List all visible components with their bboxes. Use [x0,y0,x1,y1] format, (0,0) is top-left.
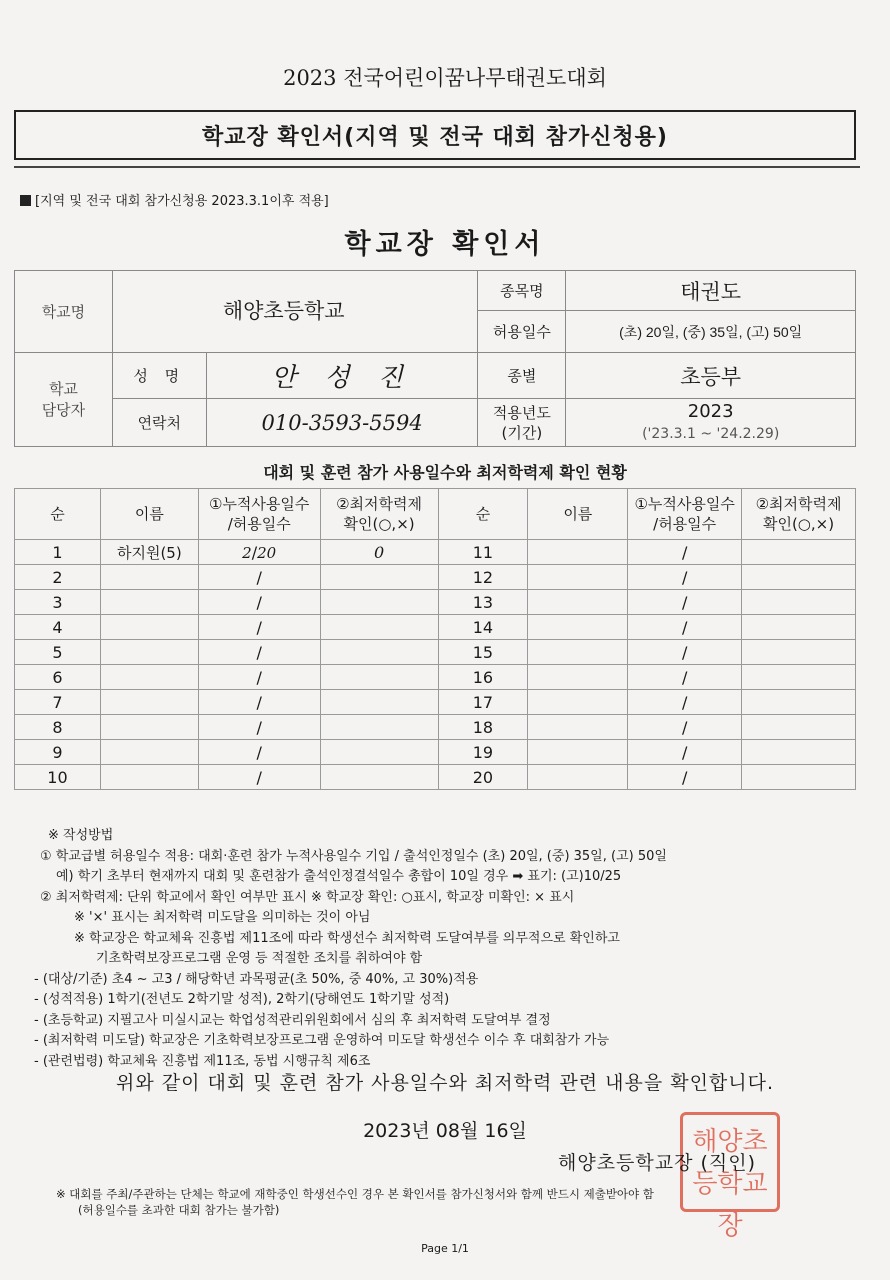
usage-days-cell-right[interactable] [628,665,742,690]
days-slash: / [681,617,688,637]
square-bullet-icon [20,195,31,206]
row-number-right: 12 [438,565,528,590]
row-number-right: 13 [438,590,528,615]
usage-days-cell[interactable] [198,565,320,590]
student-name[interactable] [100,690,198,715]
col-min-right-line2: 확인(○,×) [762,515,835,533]
min-academic-cell[interactable] [320,690,438,715]
min-academic-cell[interactable]: 0 [320,540,438,565]
detail-5: - (관련법령) 학교체육 진흥법 제11조, 동법 시행규칙 제6조 [34,1053,371,1069]
col-min-line1: ②최저학력제 [336,495,423,513]
note-1: ① 학교급별 허용일수 적용: 대회·훈련 참가 누적사용일수 기입 / 출석인정일수 (초) 20일, (중) 35일, (고) 50일 [40,848,667,864]
official-seal-stamp: 해양초등학교장 [680,1112,780,1212]
detail-4: - (최저학력 미도달) 학교장은 기초학력보장프로그램 운영하여 미도달 학생선수 이수 후 대회참가 가능 [34,1033,610,1048]
usage-days-cell[interactable] [198,540,320,565]
form-title: 학교장 확인서(지역 및 전국 대회 참가신청용) [202,124,668,150]
days-slash: / [681,567,688,587]
allowed-days-handwriting: 20 [257,543,277,562]
usage-days-cell[interactable] [198,590,320,615]
min-academic-cell-right[interactable] [742,715,856,740]
col-min [320,489,438,540]
days-slash: / [256,742,262,762]
col-days-right [628,489,742,540]
row-number: 10 [15,765,101,790]
applicability-text: [지역 및 전국 대회 참가신청용 2023.3.1이후 적용] [35,194,329,209]
usage-section-title: 대회 및 훈련 참가 사용일수와 최저학력제 확인 현황 [263,463,627,482]
division-value: 초등부 [566,353,856,399]
row-number-right: 14 [438,615,528,640]
row-number: 6 [15,665,101,690]
days-slash: / [681,592,688,612]
page-number: Page 1/1 [421,1242,469,1255]
table-row [15,765,856,790]
name-value [206,353,478,399]
student-name[interactable] [100,715,198,740]
row-number: 5 [15,640,101,665]
col-days-line2: /허용일수 [227,515,291,533]
sport-value: 태권도 [566,271,856,311]
table-row [15,590,856,615]
student-name[interactable] [100,665,198,690]
days-slash: / [681,742,688,762]
info-table [14,270,856,447]
table-row [15,540,856,565]
days-slash: / [251,542,258,562]
note-2b: ※ 학교장은 학교체육 진흥법 제11조에 따라 학생선수 최저학력 도달여부를 의무적으로 확인하고 [74,930,620,946]
detail-2: - (성적적용) 1학기(전년도 2학기말 성적), 2학기(당해연도 1학기말 성적) [34,992,450,1007]
event-title: 2023 전국어린이꿈나무태권도대회 [283,66,607,90]
contact-label [15,353,113,447]
col-min-right [742,489,856,540]
days-slash: / [256,642,262,662]
min-academic-cell[interactable] [320,665,438,690]
applicability-note [20,190,329,209]
days-slash: / [256,567,262,587]
footnote [56,1186,856,1218]
confirmation-statement: 위와 같이 대회 및 훈련 참가 사용일수와 최저학력 관련 내용을 확인합니다. [115,1072,775,1094]
col-days-right-line1: ①누적사용일수 [634,495,735,513]
min-academic-cell[interactable] [320,765,438,790]
usage-days-cell-right[interactable] [628,715,742,740]
student-name[interactable] [100,565,198,590]
footnote-line1: ※ 대회를 주최/주관하는 단체는 학교에 재학중인 학생선수인 경우 본 확인서를 참가신청서와 함께 반드시 제출받아야 함 [56,1187,654,1201]
student-name-right[interactable] [528,540,628,565]
col-days-right-line2: /허용일수 [653,515,717,533]
student-name-right[interactable] [528,640,628,665]
sport-label: 종목명 [478,271,566,311]
student-name-right[interactable] [528,715,628,740]
instructions [34,826,844,1072]
min-academic-cell-right[interactable] [742,765,856,790]
name-handwriting: 안 성 진 [271,363,414,393]
col-days-line1: ①누적사용일수 [209,495,310,513]
min-academic-cell-right[interactable] [742,590,856,615]
student-name-right[interactable] [528,590,628,615]
student-name-right[interactable] [528,765,628,790]
table-row [15,715,856,740]
row-number: 7 [15,690,101,715]
row-number: 4 [15,615,101,640]
detail-1: - (대상/기준) 초4 ~ 고3 / 해당학년 과목평균(초 50%, 중 40%, 고 30%)적용 [34,971,479,987]
col-name-right: 이름 [528,489,628,540]
allowed-days-value: (초) 20일, (중) 35일, (고) 50일 [566,311,856,353]
student-name-right[interactable] [528,740,628,765]
usage-days-cell[interactable] [198,615,320,640]
usage-days-cell[interactable] [198,740,320,765]
student-name-right[interactable] [528,615,628,640]
min-academic-cell-right[interactable] [742,540,856,565]
year-value [566,399,856,447]
year-period: ('23.3.1 ~ '24.2.29) [642,425,780,442]
days-slash: / [681,767,688,787]
table-row [15,665,856,690]
student-name[interactable] [100,765,198,790]
min-academic-cell[interactable] [320,715,438,740]
table-row [15,690,856,715]
row-number: 2 [15,565,101,590]
main-title: 학교장 확인서 [344,229,546,260]
footnote-line2: (허용일수를 초과한 대회 참가는 불가함) [78,1203,280,1217]
notes-heading: ※ 작성방법 [48,828,114,843]
min-academic-cell-right[interactable] [742,740,856,765]
year-label-line1: 적용년도 [492,403,551,422]
student-name-right[interactable] [528,690,628,715]
student-name-right[interactable] [528,565,628,590]
student-name[interactable]: 하지원(5) [100,540,198,565]
usage-header-row [15,489,856,540]
note-2: ② 최저학력제: 단위 학교에서 확인 여부만 표시 ※ 학교장 확인: ○표시, 학교장 미확인: × 표시 [40,889,575,905]
contact-label-line1: 학교 [48,379,78,398]
usage-days-cell-right[interactable] [628,590,742,615]
division-label: 종별 [478,353,566,399]
contact-label-line2: 담당자 [41,400,86,419]
table-row [15,615,856,640]
days-slash: / [256,617,262,637]
phone-handwriting: 010-3593-5594 [261,410,423,435]
table-row [15,565,856,590]
days-slash: / [256,717,262,737]
note-2a: ※ '×' 표시는 최저학력 미도달을 의미하는 것이 아님 [74,910,371,925]
row-number-right: 16 [438,665,528,690]
usage-table [14,488,856,790]
usage-days-cell[interactable] [198,765,320,790]
school-value: 해양초등학교 [112,271,478,353]
table-row [15,740,856,765]
divider [14,166,860,168]
row-number-right: 18 [438,715,528,740]
days-slash: / [681,667,688,687]
col-no-right: 순 [438,489,528,540]
row-number-right: 20 [438,765,528,790]
usage-days-cell-right[interactable] [628,740,742,765]
issue-date: 2023년 08월 16일 [363,1120,527,1142]
phone-value [206,399,478,447]
min-academic-cell[interactable] [320,740,438,765]
form-title-box [14,110,856,160]
usage-days-cell-right[interactable] [628,640,742,665]
student-name-right[interactable] [528,665,628,690]
min-academic-cell[interactable] [320,565,438,590]
usage-days-cell[interactable] [198,690,320,715]
row-number-right: 17 [438,690,528,715]
year-label [478,399,566,447]
min-academic-cell-right[interactable] [742,615,856,640]
min-academic-cell[interactable] [320,615,438,640]
usage-days-cell-right[interactable] [628,565,742,590]
usage-days-cell[interactable] [198,715,320,740]
days-slash: / [681,692,688,712]
min-academic-cell-right[interactable] [742,690,856,715]
col-min-right-line1: ②최저학력제 [755,495,842,513]
row-number-right: 15 [438,640,528,665]
usage-days-cell-right[interactable] [628,690,742,715]
table-row [15,640,856,665]
allowed-days-label: 허용일수 [478,311,566,353]
days-slash: / [681,642,688,662]
row-number: 8 [15,715,101,740]
usage-days-cell[interactable] [198,640,320,665]
usage-days-cell-right[interactable] [628,615,742,640]
min-academic-cell[interactable] [320,590,438,615]
usage-days-cell-right[interactable] [628,540,742,565]
days-slash: / [681,542,688,562]
note-2c: 기초학력보장프로그램 운영 등 적절한 조치를 취하여야 함 [96,951,423,966]
usage-days-cell-right[interactable] [628,765,742,790]
days-slash: / [256,667,262,687]
school-label: 학교명 [15,271,113,353]
student-name[interactable] [100,640,198,665]
principal-signature-line: 해양초등학교장 (직인) [558,1152,757,1174]
year-number: 2023 [687,400,734,422]
min-academic-cell-right[interactable] [742,565,856,590]
used-days-handwriting: 2 [242,543,252,562]
days-slash: / [256,692,262,712]
min-academic-cell[interactable] [320,640,438,665]
row-number: 9 [15,740,101,765]
name-label: 성 명 [112,353,206,399]
row-number: 1 [15,540,101,565]
col-min-line2: 확인(○,×) [343,515,415,533]
days-slash: / [681,717,688,737]
col-days [198,489,320,540]
student-name[interactable] [100,590,198,615]
student-name[interactable] [100,740,198,765]
phone-label: 연락처 [112,399,206,447]
min-academic-cell-right[interactable] [742,640,856,665]
year-label-line2: (기간) [501,423,543,442]
note-1-example: 예) 학기 초부터 현재까지 대회 및 훈련참가 출석인정결석일수 총합이 10일 경우 ➡ 표기: (고)10/25 [56,869,622,884]
days-slash: / [256,592,262,612]
row-number-right: 11 [438,540,528,565]
days-slash: / [256,767,262,787]
row-number: 3 [15,590,101,615]
col-name: 이름 [100,489,198,540]
student-name[interactable] [100,615,198,640]
detail-3: - (초등학교) 지필고사 미실시교는 학업성적관리위원회에서 심의 후 최저학력 도달여부 결정 [34,1012,551,1028]
usage-days-cell[interactable] [198,665,320,690]
min-academic-cell-right[interactable] [742,665,856,690]
row-number-right: 19 [438,740,528,765]
col-no: 순 [15,489,101,540]
